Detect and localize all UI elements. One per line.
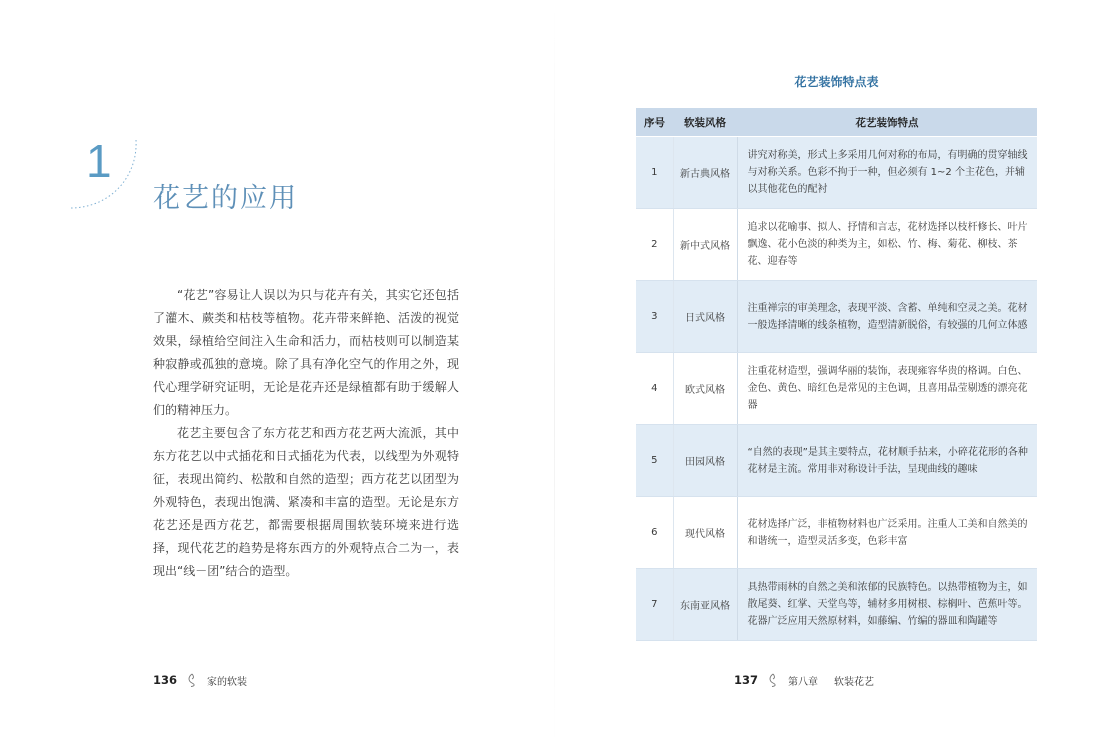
table-header-row (636, 108, 1037, 137)
row-desc: “自然的表现”是其主要特点，花材顺手拈来，小碎花花形的各种花材是主流。常用非对称设计手法，呈现曲线的趣味 (737, 425, 1037, 497)
running-title: 家的软装 (207, 676, 248, 688)
floral-style-table (636, 108, 1037, 641)
table-row (636, 425, 1037, 497)
spread-gutter (554, 0, 555, 750)
row-index: 4 (636, 353, 673, 425)
row-index: 2 (636, 209, 673, 281)
row-style: 东南亚风格 (673, 569, 737, 641)
table-row (636, 281, 1037, 353)
row-style: 日式风格 (673, 281, 737, 353)
row-index: 1 (636, 137, 673, 209)
section-title: 花艺的应用 (153, 183, 298, 214)
page-number: 136 (153, 673, 178, 687)
table-title: 花艺装饰特点表 (794, 75, 879, 89)
row-desc: 注重禅宗的审美理念，表现平淡、含蓄、单纯和空灵之美。花材一般选择清晰的线条植物，造型清新脱俗，有较强的几何立体感 (737, 281, 1037, 353)
row-index: 3 (636, 281, 673, 353)
row-index: 6 (636, 497, 673, 569)
row-style: 欧式风格 (673, 353, 737, 425)
row-desc: 讲究对称美，形式上多采用几何对称的布局，有明确的贯穿轴线与对称关系。色彩不拘于一种，但必须有 1~2 个主花色，并辅以其他花色的配衬 (737, 137, 1037, 209)
body-text (153, 284, 459, 583)
row-desc: 花材选择广泛，非植物材料也广泛采用。注重人工美和自然美的和谐统一，造型灵活多变，色彩丰富 (737, 497, 1037, 569)
leaf-swirl-icon (768, 673, 778, 687)
running-title: 软装花艺 (834, 676, 875, 688)
chapter-label: 第八章 (788, 676, 819, 688)
table-row (636, 137, 1037, 209)
paragraph-1: “花艺”容易让人误以为只与花卉有关，其实它还包括了灌木、蕨类和枯枝等植物。花卉带来鲜艳、活泼的视觉效果，绿植给空间注入生命和活力，而枯枝则可以制造某种寂静或孤独的意境。除了具有净化空气的作用之外，现代心理学研究证明，无论是花卉还是绿植都有助于缓解人们的精神压力。 (153, 288, 459, 417)
table-row (636, 209, 1037, 281)
header-style: 软装风格 (673, 108, 737, 137)
footer-right (734, 672, 874, 688)
row-style: 新中式风格 (673, 209, 737, 281)
row-desc: 注重花材造型，强调华丽的装饰，表现雍容华贵的格调。白色、金色、黄色、暗红色是常见的主色调，且喜用晶莹剔透的漂亮花器 (737, 353, 1037, 425)
row-desc: 具热带雨林的自然之美和浓郁的民族特色。以热带植物为主，如散尾葵、红掌、天堂鸟等，辅材多用树根、棕榈叶、芭蕉叶等。花器广泛应用天然原材料，如藤编、竹编的器皿和陶罐等 (737, 569, 1037, 641)
paragraph-2: 花艺主要包含了东方花艺和西方花艺两大流派，其中东方花艺以中式插花和日式插花为代表，以线型为外观特征，表现出简约、松散和自然的造型；西方花艺以团型为外观特色，表现出饱满、紧凑和丰富的造型。无论是东方花艺还是西方花艺，都需要根据周围软装环境来进行选择，现代花艺的趋势是将东西方的外观特点合二为一，表现出“线－团”结合的造型。 (153, 426, 459, 578)
header-desc: 花艺装饰特点 (737, 108, 1037, 137)
row-style: 新古典风格 (673, 137, 737, 209)
leaf-swirl-icon (187, 673, 197, 687)
row-desc: 追求以花喻事、拟人、抒情和言志，花材选择以枝杆修长、叶片飘逸、花小色淡的种类为主，如松、竹、梅、菊花、柳枝、茶花、迎春等 (737, 209, 1037, 281)
row-index: 7 (636, 569, 673, 641)
row-style: 田园风格 (673, 425, 737, 497)
table-row (636, 569, 1037, 641)
row-index: 5 (636, 425, 673, 497)
table-row (636, 353, 1037, 425)
page-number: 137 (734, 673, 759, 687)
chapter-number: 1 (86, 135, 112, 187)
header-index: 序号 (636, 108, 673, 137)
table-row (636, 497, 1037, 569)
row-style: 现代风格 (673, 497, 737, 569)
footer-left (153, 672, 247, 688)
